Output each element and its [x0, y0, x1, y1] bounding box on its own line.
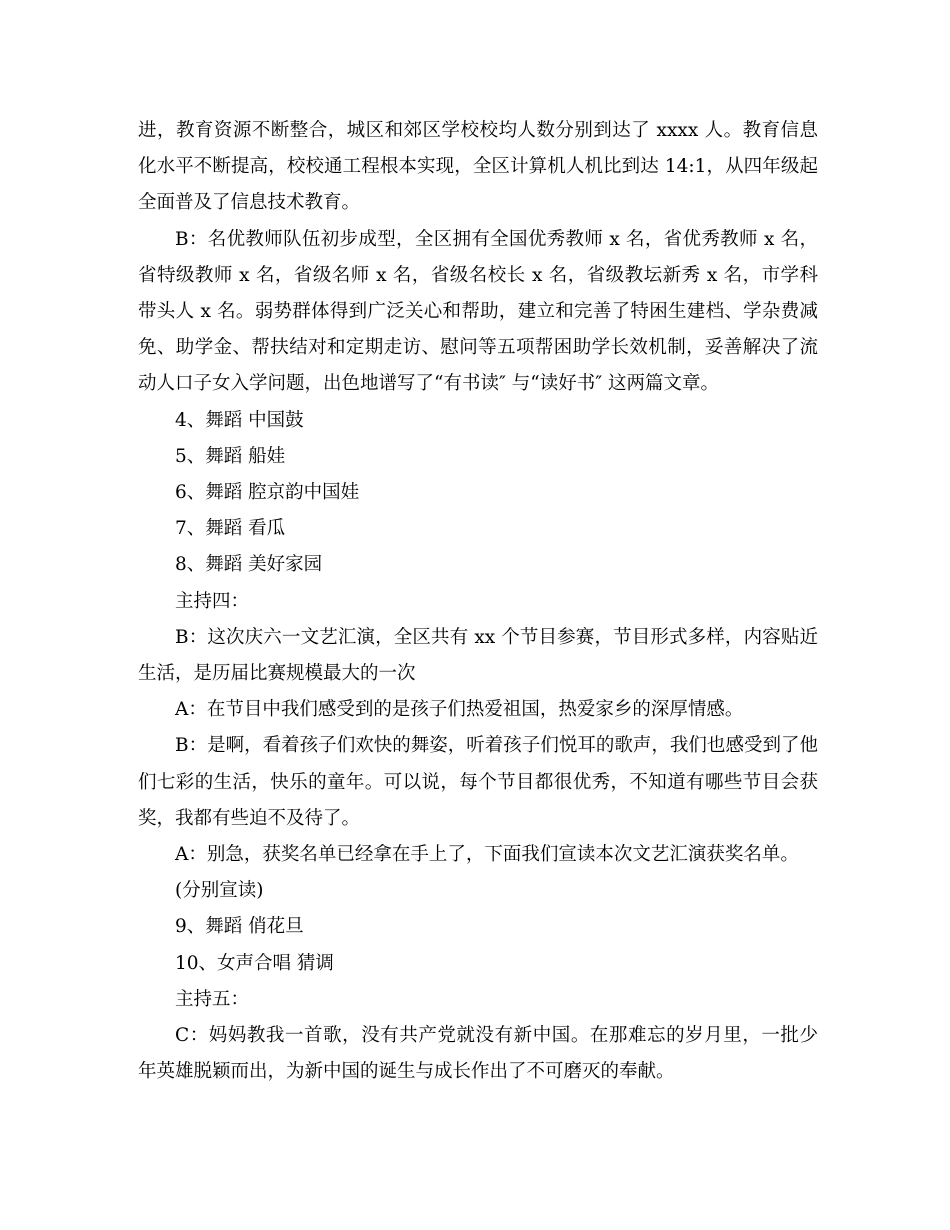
- program-item-7: 7、舞蹈 看瓜: [175, 518, 286, 540]
- paragraph-b-performance: B：这次庆六一文艺汇演，全区共有 xx 个节目参赛，节目形式多样，内容贴近生活，是历届比赛规模最大的一次: [138, 626, 818, 685]
- paragraph-a-emotion: A：在节目中我们感受到的是孩子们热爱祖国，热爱家乡的深厚情感。: [175, 699, 744, 721]
- paragraph-b-teachers: B：名优教师队伍初步成型，全区拥有全国优秀教师 x 名，省优秀教师 x 名，省特级教师 x 名，省级名师 x 名，省级名校长 x 名，省级教坛新秀 x 名，市学科带头人 x 名。弱势群体得到广泛关心和帮助，建立和完善了特困生建档、学杂费减免、助学金、帮扶结对和定期走访、慰问等五项帮困助学长效机制，妥善解决了流动人口子女入学问题，出色地谱写了“有书读″ 与“读好书″ 这两篇文章。: [138, 228, 818, 395]
- host-section-4-heading: 主持四：: [175, 590, 250, 612]
- paragraph-c-song: C：妈妈教我一首歌，没有共产党就没有新中国。在那难忘的岁月里，一批少年英雄脱颖而出，为新中国的诞生与成长作出了不可磨灭的奉献。: [138, 1025, 818, 1083]
- note-separate-reading: (分别宣读): [175, 880, 264, 902]
- document-page: [138, 113, 818, 1090]
- paragraph-continuation: 进，教育资源不断整合，城区和郊区学校校均人数分别到达了 xxxx 人。教育信息化水平不断提高，校校通工程根本实现，全区计算机人机比到达 14:1，从四年级起全面普及了信息技术教育。: [138, 120, 818, 214]
- program-item-10: 10、女声合唱 猜调: [175, 952, 334, 974]
- program-item-4: 4、舞蹈 中国鼓: [175, 409, 304, 431]
- paragraph-a-awards: A：别急，获奖名单已经拿在手上了，下面我们宣读本次文艺汇演获奖名单。: [175, 844, 799, 866]
- program-item-5: 5、舞蹈 船娃: [175, 445, 286, 467]
- program-item-9: 9、舞蹈 俏花旦: [175, 916, 304, 938]
- paragraph-b-children: B：是啊，看着孩子们欢快的舞姿，听着孩子们悦耳的歌声，我们也感受到了他们七彩的生活，快乐的童年。可以说，每个节目都很优秀，不知道有哪些节目会获奖，我都有些迫不及待了。: [138, 735, 818, 829]
- program-item-8: 8、舞蹈 美好家园: [175, 554, 323, 576]
- host-section-5-heading: 主持五：: [175, 988, 250, 1010]
- program-item-6: 6、舞蹈 腔京韵中国娃: [175, 482, 360, 504]
